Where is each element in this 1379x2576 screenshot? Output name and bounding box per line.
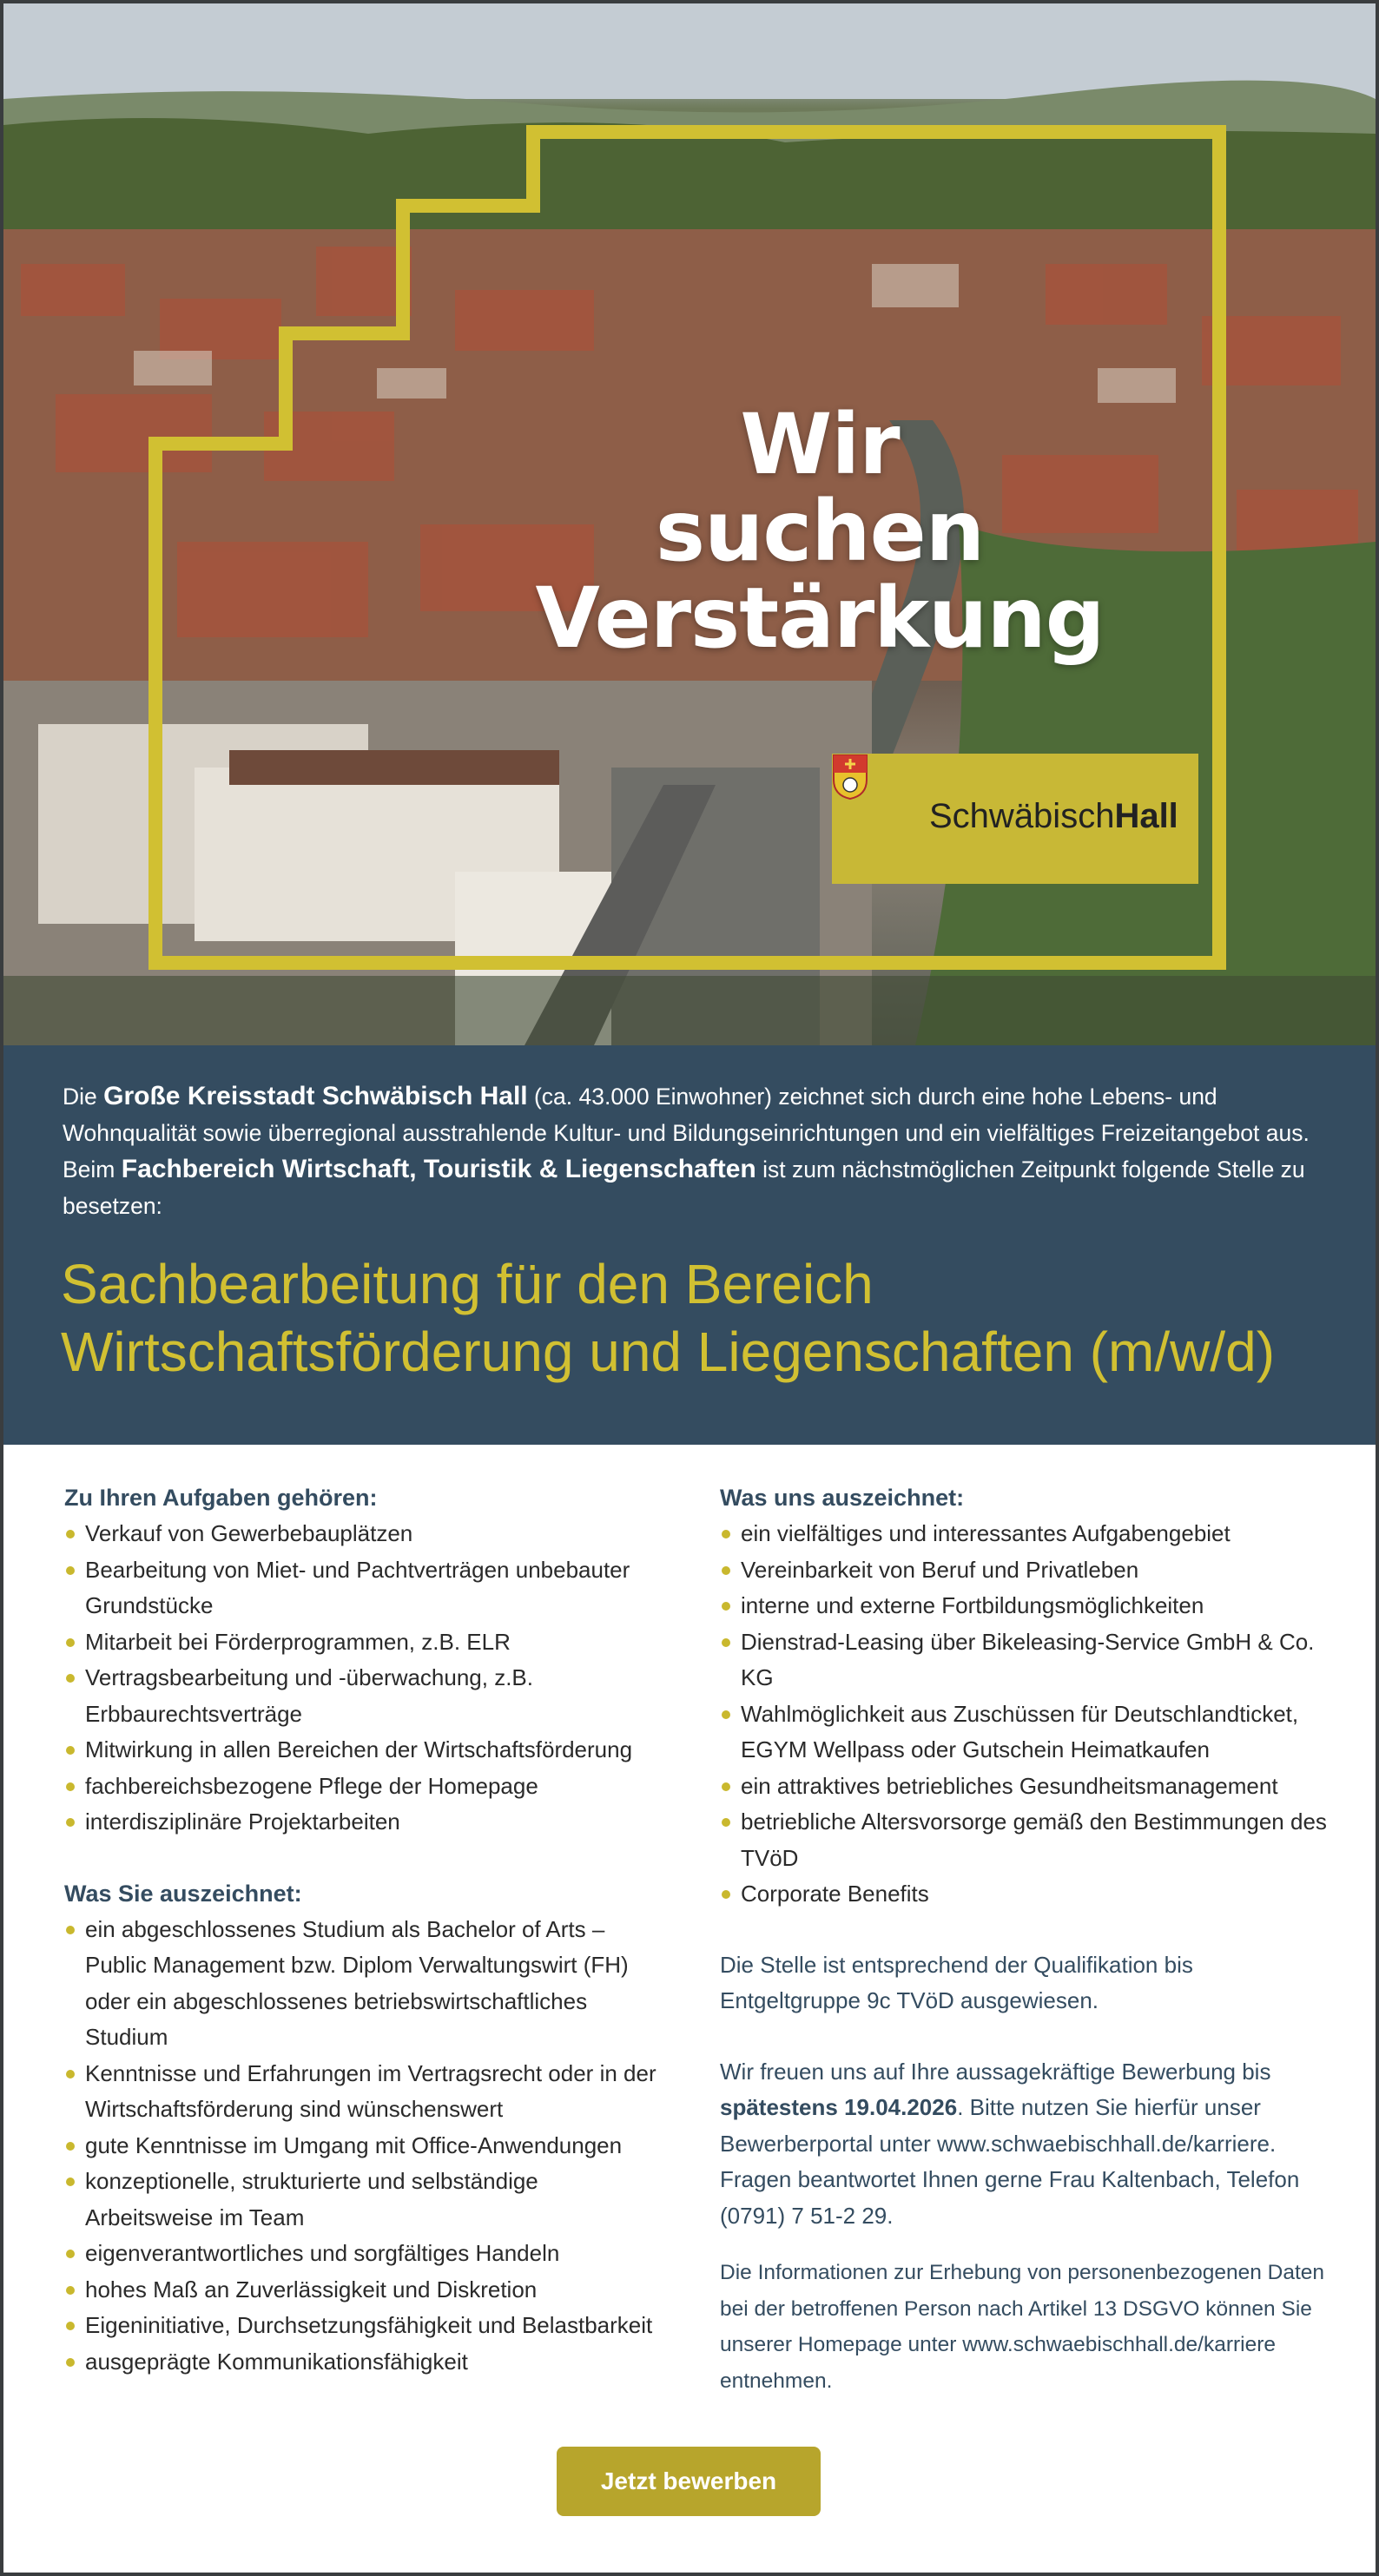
profile-list (64, 1912, 663, 2381)
headline-line-3: Verstärkung (535, 570, 1105, 667)
list-item: betriebliche Altersvorsorge gemäß den Bestimmungen des TVöD (720, 1804, 1328, 1876)
job-title-line-2: Wirtschaftsförderung und Liegenschaften (m/w/d) (61, 1321, 1275, 1383)
tasks-list (64, 1516, 663, 1841)
application-rest: . Bitte nutzen Sie hierfür unser Bewerberportal unter www.schwaebischhall.de/karriere. Fragen beantwortet Ihnen gerne Frau Kaltenbach, Telefon (0791) 7 51-2 29. (720, 2094, 1300, 2229)
list-item: gute Kenntnisse im Umgang mit Office-Anwendungen (64, 2128, 663, 2164)
list-item: hohes Maß an Zuverlässigkeit und Diskretion (64, 2272, 663, 2309)
spacer (64, 1841, 663, 1875)
job-title-line-1: Sachbearbeitung für den Bereich (61, 1253, 874, 1315)
headline-line-2: suchen (655, 483, 985, 580)
list-item: Bearbeitung von Miet- und Pachtverträgen unbebauter Grundstücke (64, 1552, 663, 1624)
list-item: Eigeninitiative, Durchsetzungsfähigkeit und Belastbarkeit (64, 2308, 663, 2344)
intro-p2-prefix: Beim (63, 1156, 122, 1183)
list-item: fachbereichsbezogene Pflege der Homepage (64, 1769, 663, 1805)
intro-p1-prefix: Die (63, 1084, 104, 1110)
apply-button[interactable]: Jetzt bewerben (557, 2447, 821, 2516)
list-item: ein vielfältiges und interessantes Aufgabengebiet (720, 1516, 1328, 1552)
offer-heading: Was uns auszeichnet: (720, 1485, 965, 1511)
list-item: interdisziplinäre Projektarbeiten (64, 1804, 663, 1841)
headline-line-1: Wir (740, 396, 900, 493)
privacy-notice: Die Informationen zur Erhebung von personenbezogenen Daten bei der betroffenen Person nach Artikel 13 DSGVO können Sie unserer Homepage unter www.schwaebischhall.de/karriere entnehmen. (720, 2261, 1325, 2393)
list-item: Wahlmöglichkeit aus Zuschüssen für Deutschlandticket, EGYM Wellpass oder Gutschein Heimatkaufen (720, 1696, 1328, 1769)
headline (490, 396, 1150, 667)
list-item: ausgeprägte Kommunikationsfähigkeit (64, 2344, 663, 2381)
intro-p2-rest: ist zum nächstmöglichen Zeitpunkt folgende Stelle zu besetzen: (63, 1156, 1305, 1219)
intro-band (3, 1045, 1376, 1445)
list-item: Mitwirkung in allen Bereichen der Wirtschaftsförderung (64, 1732, 663, 1769)
city-logo-text (929, 797, 1178, 836)
intro-text (63, 1078, 1322, 1224)
city-crest-icon (832, 754, 868, 800)
logo-text-regular: Schwäbisch (929, 797, 1115, 835)
right-column (720, 1479, 1328, 2399)
job-title (61, 1250, 1346, 1386)
intro-paragraph-2 (63, 1151, 1322, 1224)
department-name: Fachbereich Wirtschaft, Touristik & Liegenschaften (121, 1155, 756, 1183)
spacer (720, 2019, 1328, 2054)
list-item: Corporate Benefits (720, 1876, 1328, 1913)
list-item: Mitarbeit bei Förderprogrammen, z.B. ELR (64, 1624, 663, 1661)
profile-heading: Was Sie auszeichnet: (64, 1880, 302, 1907)
list-item: Dienstrad-Leasing über Bikeleasing-Service GmbH & Co. KG (720, 1624, 1328, 1696)
offer-list (720, 1516, 1328, 1913)
list-item: ein abgeschlossenes Studium als Bachelor of Arts – Public Management bzw. Diplom Verwaltungswirt (FH) oder ein abgeschlossenes betriebswirtschaftliches Studium (64, 1912, 663, 2056)
left-column (64, 1479, 663, 2380)
tasks-heading: Zu Ihren Aufgaben gehören: (64, 1485, 378, 1511)
spacer (720, 2234, 1328, 2255)
list-item: konzeptionelle, strukturierte und selbständige Arbeitsweise im Team (64, 2164, 663, 2236)
intro-paragraph-1 (63, 1078, 1322, 1151)
hero-aerial-photo (3, 3, 1376, 1045)
city-logo (832, 754, 1198, 884)
application-prefix: Wir freuen uns auf Ihre aussagekräftige Bewerbung bis (720, 2058, 1271, 2085)
application-deadline: spätestens 19.04.2026 (720, 2094, 958, 2120)
application-text (720, 2054, 1328, 2235)
list-item: Verkauf von Gewerbebauplätzen (64, 1516, 663, 1552)
list-item: Kenntnisse und Erfahrungen im Vertragsrecht oder in der Wirtschaftsförderung sind wünschenswert (64, 2056, 663, 2128)
intro-p1-rest: (ca. 43.000 Einwohner) zeichnet sich durch eine hohe Lebens- und Wohnqualität sowie überregional ausstrahlende Kultur- und Bildungseinrichtungen und ein vielfältiges Freizeitangebot aus. (63, 1084, 1310, 1146)
list-item: interne und externe Fortbildungsmöglichkeiten (720, 1588, 1328, 1624)
list-item: Vertragsbearbeitung und -überwachung, z.B. Erbbaurechtsverträge (64, 1660, 663, 1732)
salary-text: Die Stelle ist entsprechend der Qualifikation bis Entgeltgruppe 9c TVöD ausgewiesen. (720, 1951, 1193, 2013)
list-item: Vereinbarkeit von Beruf und Privatleben (720, 1552, 1328, 1589)
list-item: eigenverantwortliches und sorgfältiges Handeln (64, 2236, 663, 2272)
list-item: ein attraktives betriebliches Gesundheitsmanagement (720, 1769, 1328, 1805)
logo-text-bold: Hall (1114, 797, 1178, 835)
spacer (720, 1913, 1328, 1947)
city-name: Große Kreisstadt Schwäbisch Hall (103, 1082, 528, 1110)
